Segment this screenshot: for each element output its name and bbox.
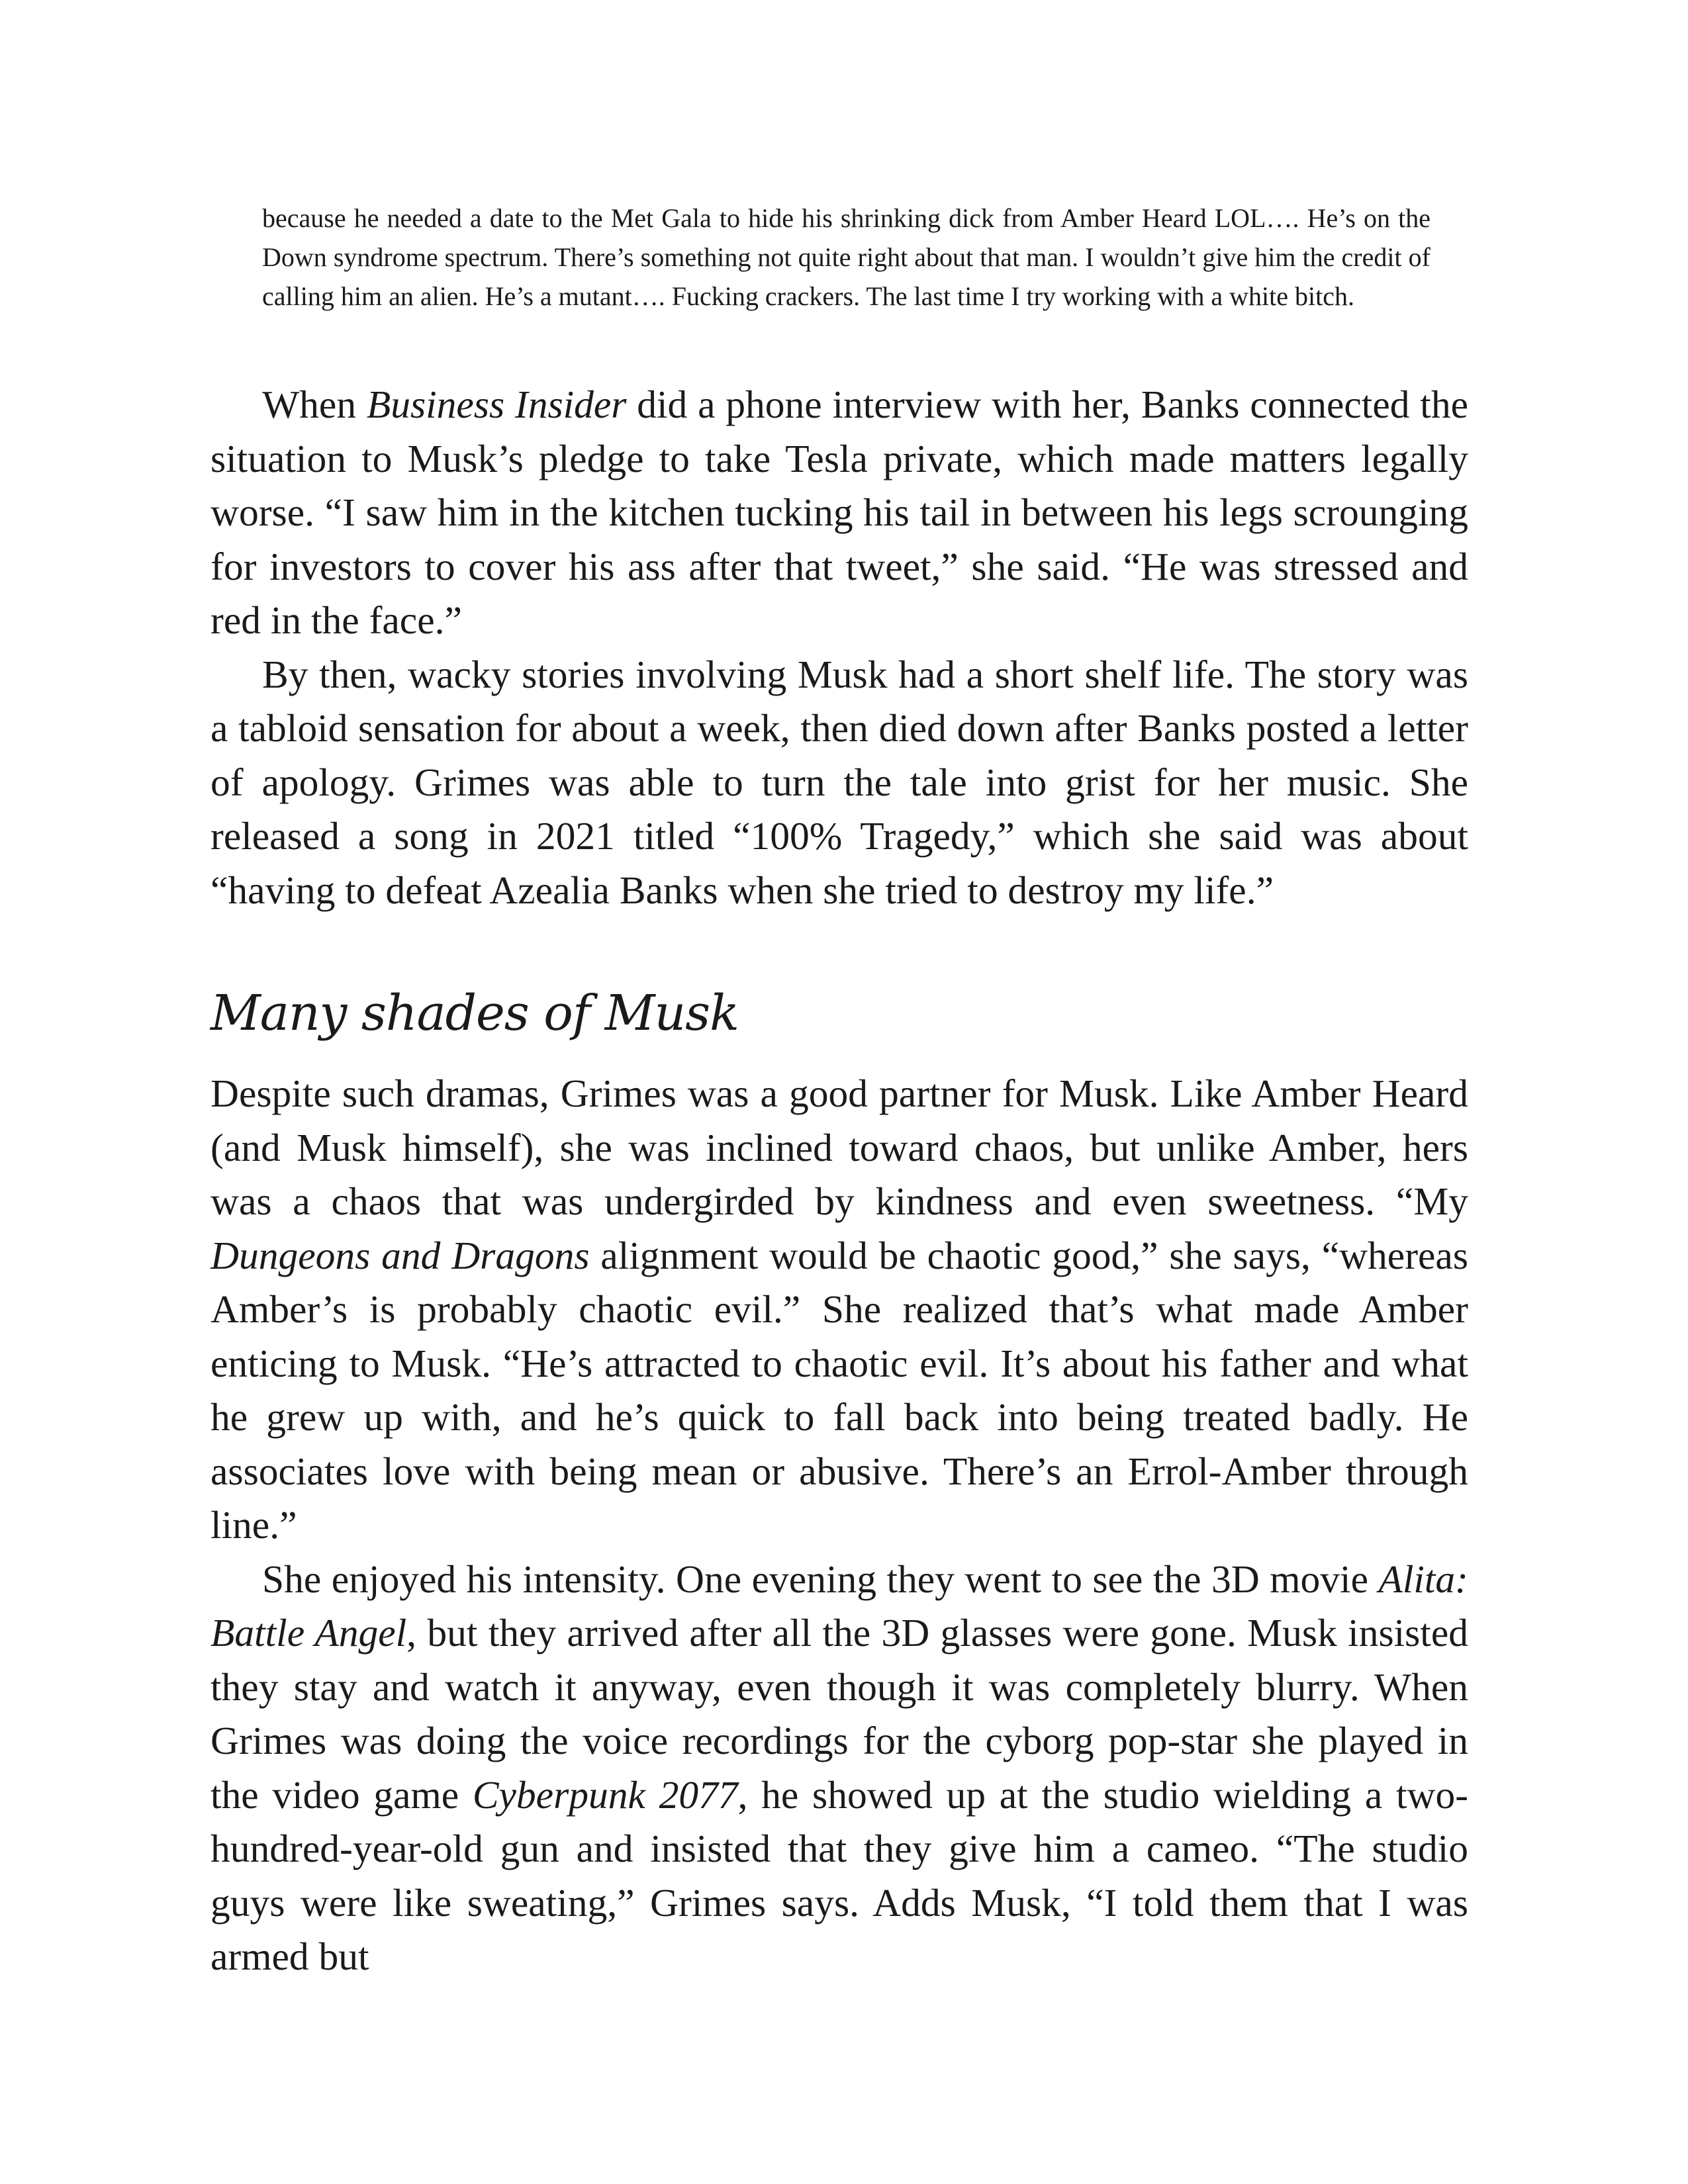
book-page (211, 199, 1468, 1984)
video-game-title: Cyberpunk 2077 (472, 1772, 738, 1817)
paragraph-text: did a phone interview with her, Banks connected the situation to Musk’s pledge to take Tesla private, which made matters legally worse. “I saw him in the kitchen tucking his tail in between his legs scrounging for investors to cover his ass after that tweet,” she said. “He was stressed and red in the face.” (211, 383, 1468, 642)
movie-title: Alita: Battle Angel (211, 1557, 1468, 1655)
section-heading: Many shades of Musk (211, 985, 739, 1042)
paragraph-text: When (262, 383, 367, 426)
block-quote-text: because he needed a date to the Met Gala to hide his shrinking dick from Amber Heard LOL…. He’s on the Down syndrome spectrum. There’s something not quite right about that man. I wouldn’t give him the credit of calling him an alien. He’s a mutant…. Fucking crackers. The last time I try working with a white bitch. (262, 203, 1430, 311)
paragraph-text: alignment would be chaotic good,” she says, “whereas Amber’s is probably chaotic evil.” She realized that’s what made Amber enticing to Musk. “He’s attracted to chaotic evil. It’s about his father and what he grew up with, and he’s quick to fall back into being treated badly. He associates love with being mean or abusive. There’s an Errol-Amber through line.” (211, 1233, 1468, 1547)
paragraph-text: Despite such dramas, Grimes was a good partner for Musk. Like Amber Heard (and Musk himself), she was inclined toward chaos, but unlike Amber, hers was a chaos that was undergirded by kindness and even sweetness. “My (211, 1071, 1468, 1223)
paragraph-despite-dramas (211, 1067, 1468, 1553)
body-text-top (211, 378, 1468, 917)
paragraph-text: , but they arrived after all the 3D glasses were gone. Musk insisted they stay and watch it anyway, even though it was completely blurry. When Grimes was doing the voice recordings for the cyborg pop-star she played in the video game (211, 1611, 1468, 1817)
paragraph-intensity (211, 1553, 1468, 1984)
spacer (211, 1043, 1468, 1067)
paragraph-business-insider (211, 378, 1468, 648)
paragraph-wacky-stories: By then, wacky stories involving Musk had a short shelf life. The story was a tabloid sensation for about a week, then died down after Banks posted a letter of apology. Grimes was able to turn the tale into grist for her music. She released a song in 2021 titled “100% Tragedy,” which she said was about “having to defeat Azealia Banks when she tried to destroy my life.” (211, 652, 1468, 912)
game-title: Dungeons and Dragons (211, 1233, 590, 1277)
publication-title: Business Insider (366, 383, 627, 426)
paragraph-text: , he showed up at the studio wielding a two-hundred-year-old gun and insisted that they give him a cameo. “The studio guys were like sweating,” Grimes says. Adds Musk, “I told them that I was armed but (211, 1772, 1469, 1978)
paragraph-text: She enjoyed his intensity. One evening they went to see the 3D movie (262, 1557, 1379, 1601)
spacer (211, 316, 1468, 378)
body-text-section (211, 1067, 1468, 1984)
block-quote (262, 199, 1430, 316)
